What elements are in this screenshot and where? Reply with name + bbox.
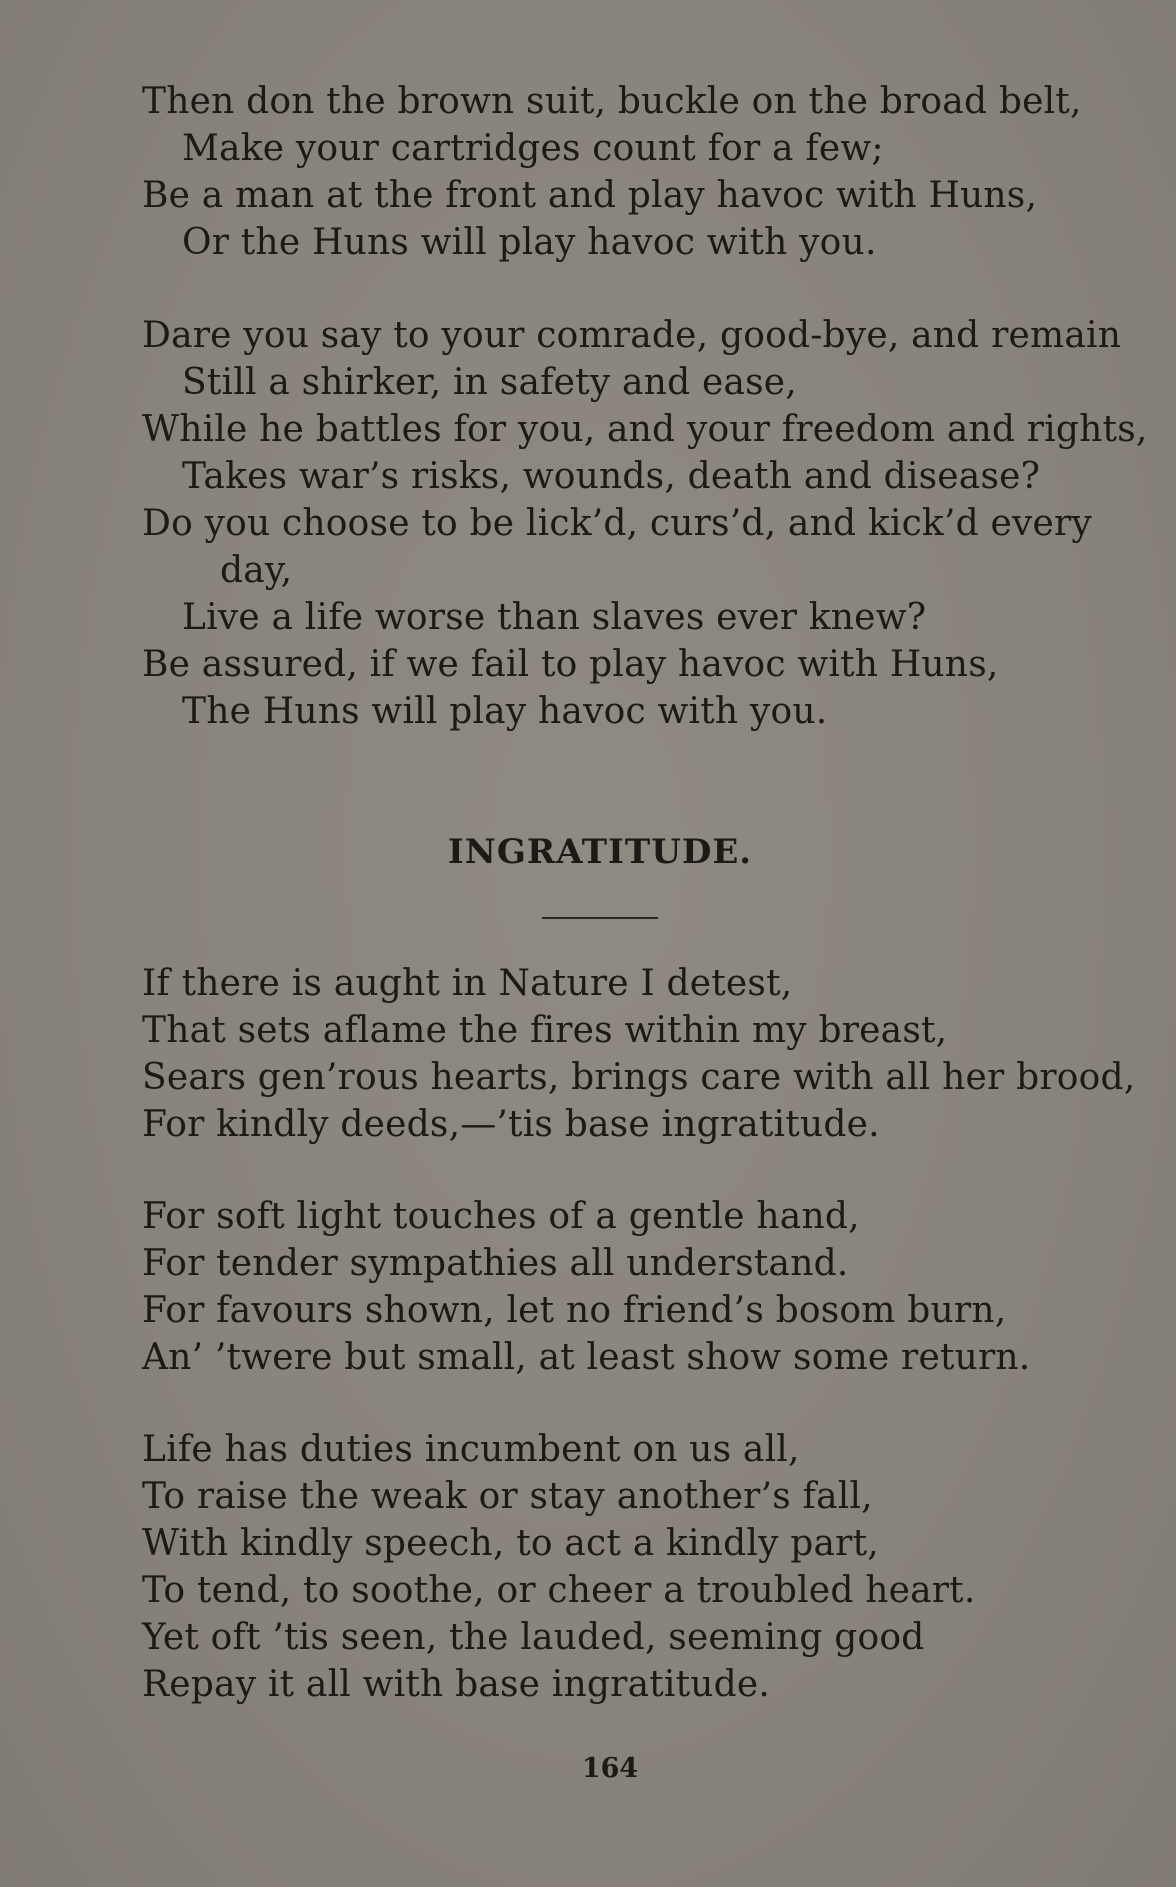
verse-line: For tender sympathies all understand. xyxy=(142,1243,849,1284)
verse-line: Dare you say to your comrade, good-bye, and remain xyxy=(142,315,1122,356)
verse-line: Then don the brown suit, buckle on the broad belt, xyxy=(142,81,1082,122)
verse-line: The Huns will play havoc with you. xyxy=(182,691,828,732)
verse-line: To raise the weak or stay another’s fall, xyxy=(142,1476,873,1517)
verse-line: Do you choose to be lick’d, curs’d, and kick’d every xyxy=(142,503,1092,544)
verse-line: Repay it all with base ingratitude. xyxy=(142,1664,771,1705)
verse-line: For favours shown, let no friend’s bosom burn, xyxy=(142,1290,1007,1331)
ingratitude-stanza-3 xyxy=(142,1426,1082,1708)
verse-line: If there is aught in Nature I detest, xyxy=(142,963,793,1004)
verse-line: Takes war’s risks, wounds, death and disease? xyxy=(182,456,1041,497)
verse-line: Sears gen’rous hearts, brings care with all her brood, xyxy=(142,1057,1136,1098)
verse-line: Life has duties incumbent on us all, xyxy=(142,1429,800,1470)
verse-line: That sets aflame the fires within my breast, xyxy=(142,1010,948,1051)
poem-title: INGRATITUDE. xyxy=(447,832,753,872)
verse-line: Be assured, if we fail to play havoc with Huns, xyxy=(142,644,999,685)
ingratitude-stanza-1 xyxy=(142,960,1136,1148)
title-divider xyxy=(542,917,658,919)
verse-line: Yet oft ’tis seen, the lauded, seeming good xyxy=(142,1617,925,1658)
verse-line: For soft light touches of a gentle hand, xyxy=(142,1196,860,1237)
verse-line: For kindly deeds,—’tis base ingratitude. xyxy=(142,1104,880,1145)
verse-line: Still a shirker, in safety and ease, xyxy=(182,362,797,403)
verse-line: Live a life worse than slaves ever knew? xyxy=(182,597,927,638)
verse-line: To tend, to soothe, or cheer a troubled heart. xyxy=(142,1570,976,1611)
verse-line: An’ ’twere but small, at least show some return. xyxy=(142,1337,1031,1378)
verse-line: While he battles for you, and your freedom and rights, xyxy=(142,409,1148,450)
verse-line: Be a man at the front and play havoc with Huns, xyxy=(142,175,1038,216)
verse-line: day, xyxy=(220,550,293,591)
stanza-2 xyxy=(142,312,1148,735)
page-number: 164 xyxy=(581,1753,639,1784)
ingratitude-stanza-2 xyxy=(142,1193,1082,1381)
verse-line: Make your cartridges count for a few; xyxy=(182,128,884,169)
stanza-1 xyxy=(142,78,1082,266)
verse-line: With kindly speech, to act a kindly part, xyxy=(142,1523,879,1564)
verse-line: Or the Huns will play havoc with you. xyxy=(182,222,877,263)
